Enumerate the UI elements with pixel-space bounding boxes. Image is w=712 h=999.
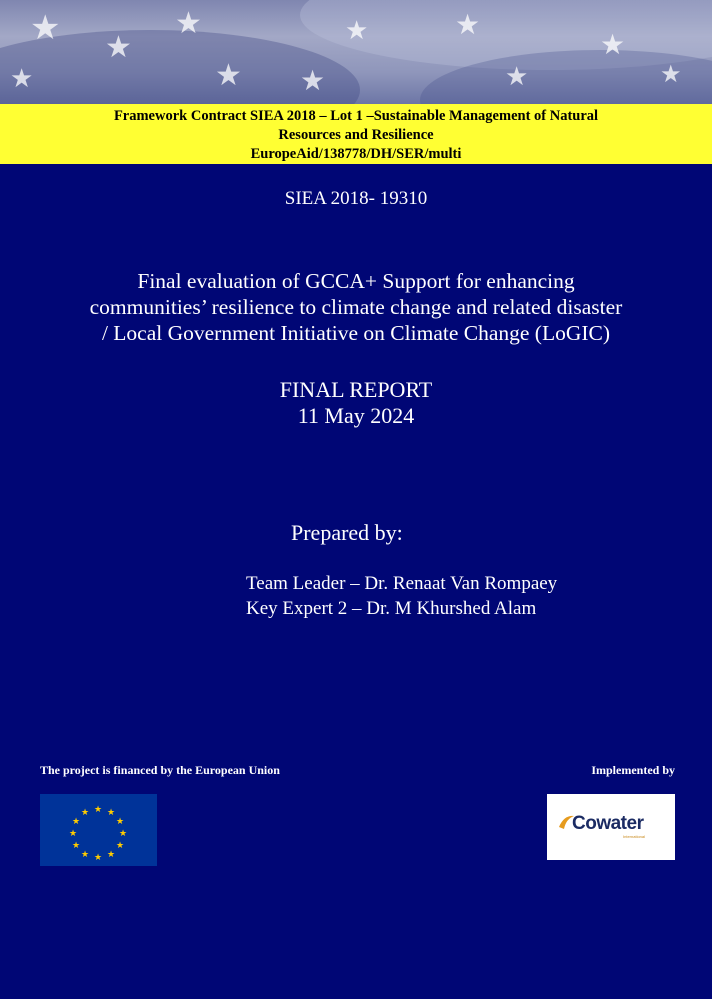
framework-contract-header bbox=[0, 104, 712, 164]
report-date: 11 May 2024 bbox=[297, 403, 415, 428]
svg-text:★: ★ bbox=[115, 817, 125, 827]
cowater-logo-text: Cowater bbox=[572, 813, 644, 834]
cowater-logo-subtext: International bbox=[623, 834, 646, 839]
team-list bbox=[246, 571, 557, 621]
implemented-by-text: Implemented by bbox=[591, 763, 675, 777]
report-status bbox=[0, 377, 712, 429]
star-icon: ★ bbox=[30, 8, 61, 48]
star-icon: ★ bbox=[660, 60, 682, 88]
report-title bbox=[0, 268, 712, 346]
svg-text:★: ★ bbox=[71, 841, 81, 851]
svg-text:★: ★ bbox=[68, 829, 78, 839]
svg-text:★: ★ bbox=[118, 829, 128, 839]
header-line-3: EuropeAid/138778/DH/SER/multi bbox=[250, 146, 462, 162]
star-icon: ★ bbox=[10, 64, 34, 94]
svg-text:★: ★ bbox=[80, 808, 90, 818]
prepared-by-heading: Prepared by: bbox=[291, 520, 403, 545]
svg-text:★: ★ bbox=[80, 850, 90, 860]
contract-number: SIEA 2018- 19310 bbox=[284, 188, 428, 209]
star-icon: ★ bbox=[505, 62, 529, 92]
key-expert: Key Expert 2 – Dr. M Khurshed Alam bbox=[246, 598, 537, 619]
eu-stars-icon bbox=[40, 794, 157, 866]
svg-text:★: ★ bbox=[115, 841, 125, 851]
svg-text:★: ★ bbox=[106, 808, 116, 818]
financed-by-text: The project is financed by the European Union bbox=[40, 763, 280, 777]
svg-text:★: ★ bbox=[93, 805, 103, 815]
star-icon: ★ bbox=[300, 64, 326, 97]
team-leader: Team Leader – Dr. Renaat Van Rompaey bbox=[246, 573, 558, 594]
star-icon: ★ bbox=[455, 8, 481, 41]
header-line-2: Resources and Resilience bbox=[278, 127, 434, 143]
report-type: FINAL REPORT bbox=[279, 377, 433, 402]
title-line-3: / Local Government Initiative on Climate Change (LoGIC) bbox=[101, 321, 611, 345]
header-line-1: Framework Contract SIEA 2018 – Lot 1 –Sustainable Management of Natural bbox=[113, 108, 599, 124]
title-line-1: Final evaluation of GCCA+ Support for enhancing bbox=[137, 269, 575, 293]
svg-text:★: ★ bbox=[106, 850, 116, 860]
star-icon: ★ bbox=[175, 6, 202, 41]
svg-text:★: ★ bbox=[93, 853, 103, 863]
star-icon: ★ bbox=[215, 58, 242, 93]
eu-flag-banner bbox=[0, 0, 712, 104]
star-icon: ★ bbox=[600, 28, 626, 61]
eu-flag-logo bbox=[40, 794, 157, 866]
star-icon: ★ bbox=[105, 30, 132, 65]
title-line-2: communities’ resilience to climate change and related disaster bbox=[89, 295, 623, 319]
star-icon: ★ bbox=[345, 16, 369, 46]
cowater-logo bbox=[547, 794, 675, 860]
svg-text:★: ★ bbox=[71, 817, 81, 827]
